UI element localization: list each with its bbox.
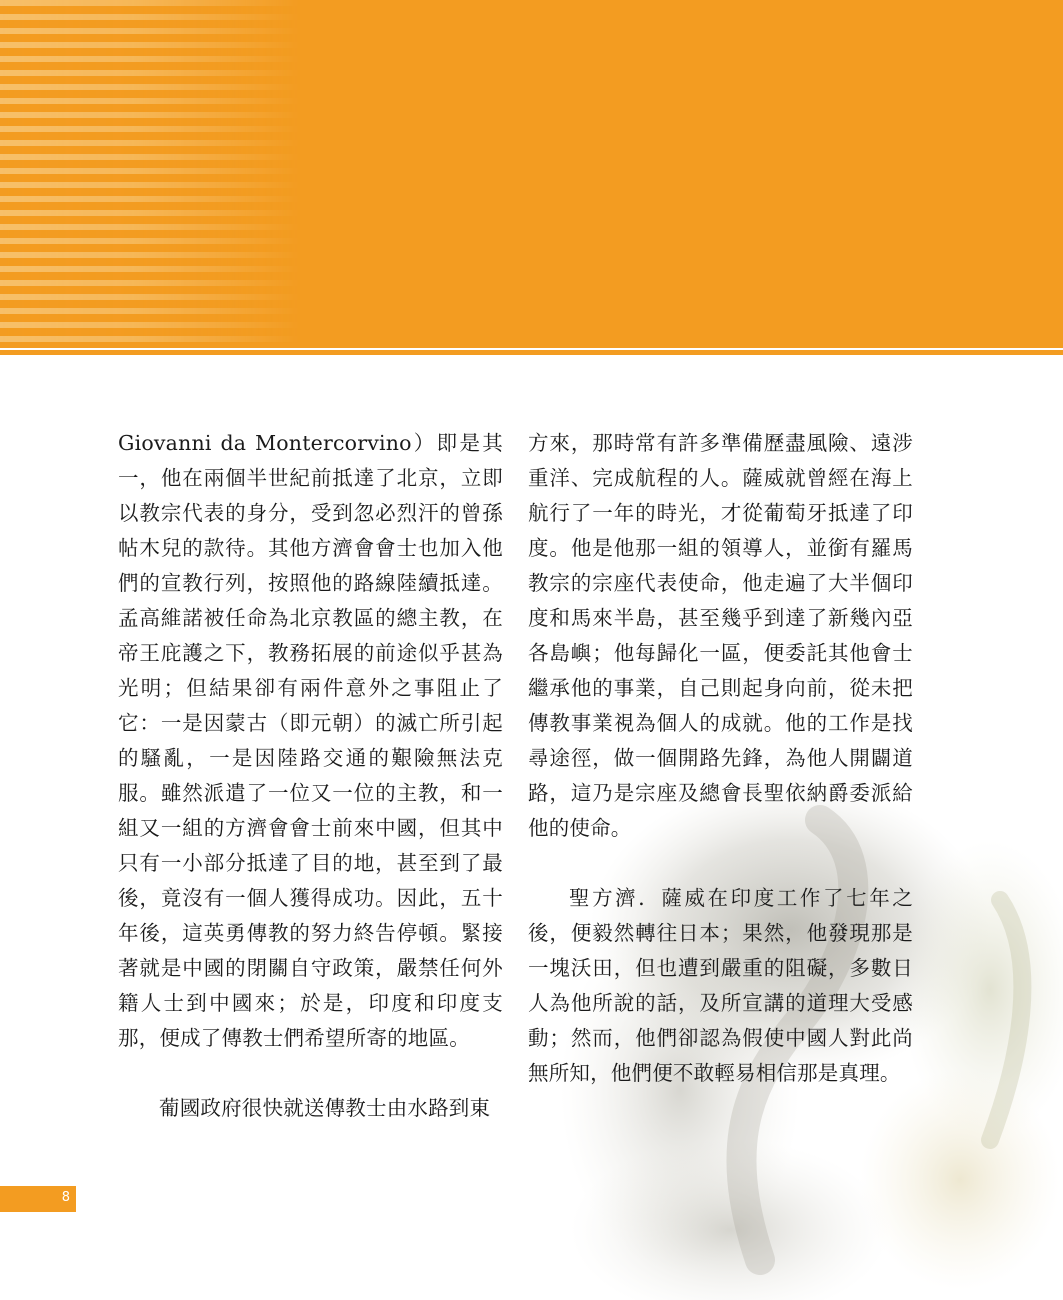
page-number-tab bbox=[0, 1186, 76, 1212]
page-number: 8 bbox=[61, 1190, 70, 1205]
text-column-left bbox=[118, 426, 503, 1126]
text-column-right bbox=[528, 426, 913, 1091]
paragraph: 葡國政府很快就送傳教士由水路到東 bbox=[159, 1096, 491, 1120]
banner-stripes bbox=[0, 0, 300, 343]
banner-rule-bottom bbox=[0, 350, 1063, 355]
paragraph: 方來，那時常有許多準備歷盡風險、遠涉重洋、完成航程的人。薩威就曾經在海上航行了一年的時光，才從葡萄牙抵達了印度。他是他那一組的領導人，並銜有羅馬教宗的宗座代表使命，他走遍了大半個印度和馬來半島，甚至幾乎到達了新幾內亞各島嶼；他每歸化一區，便委託其他會士繼承他的事業，自己則起身向前，從未把傳教事業視為個人的成就。他的工作是找尋途徑，做一個開路先鋒，為他人開闢道路，這乃是宗座及總會長聖依納爵委派給他的使命。 bbox=[528, 431, 913, 840]
header-banner bbox=[0, 0, 1063, 343]
paragraph: Giovanni da Montercorvino）即是其一，他在兩個半世紀前抵達了北京，立即以教宗代表的身分，受到忽必烈汗的曾孫帖木兒的款待。其他方濟會會士也加入他們的宣教行列，按照他的路線陸續抵達。孟高維諾被任命為北京教區的總主教，在帝王庇護之下，教務拓展的前途似乎甚為光明；但結果卻有兩件意外之事阻止了它：一是因蒙古（即元朝）的滅亡所引起的騷亂，一是因陸路交通的艱險無法克服。雖然派遣了一位又一位的主教，和一組又一組的方濟會會士前來中國，但其中只有一小部分抵達了目的地，甚至到了最後，竟沒有一個人獲得成功。因此，五十年後，這英勇傳教的努力終告停頓。緊接著就是中國的閉關自守政策，嚴禁任何外籍人士到中國來；於是，印度和印度支那，便成了傳教士們希望所寄的地區。 bbox=[118, 431, 503, 1050]
paragraph: 聖方濟．薩威在印度工作了七年之後，便毅然轉往日本；果然，他發現那是一塊沃田，但也遭到嚴重的阻礙，多數日人為他所說的話，及所宣講的道理大受感動；然而，他們卻認為假使中國人對此尚無所知，他們便不敢輕易相信那是真理。 bbox=[528, 886, 913, 1085]
